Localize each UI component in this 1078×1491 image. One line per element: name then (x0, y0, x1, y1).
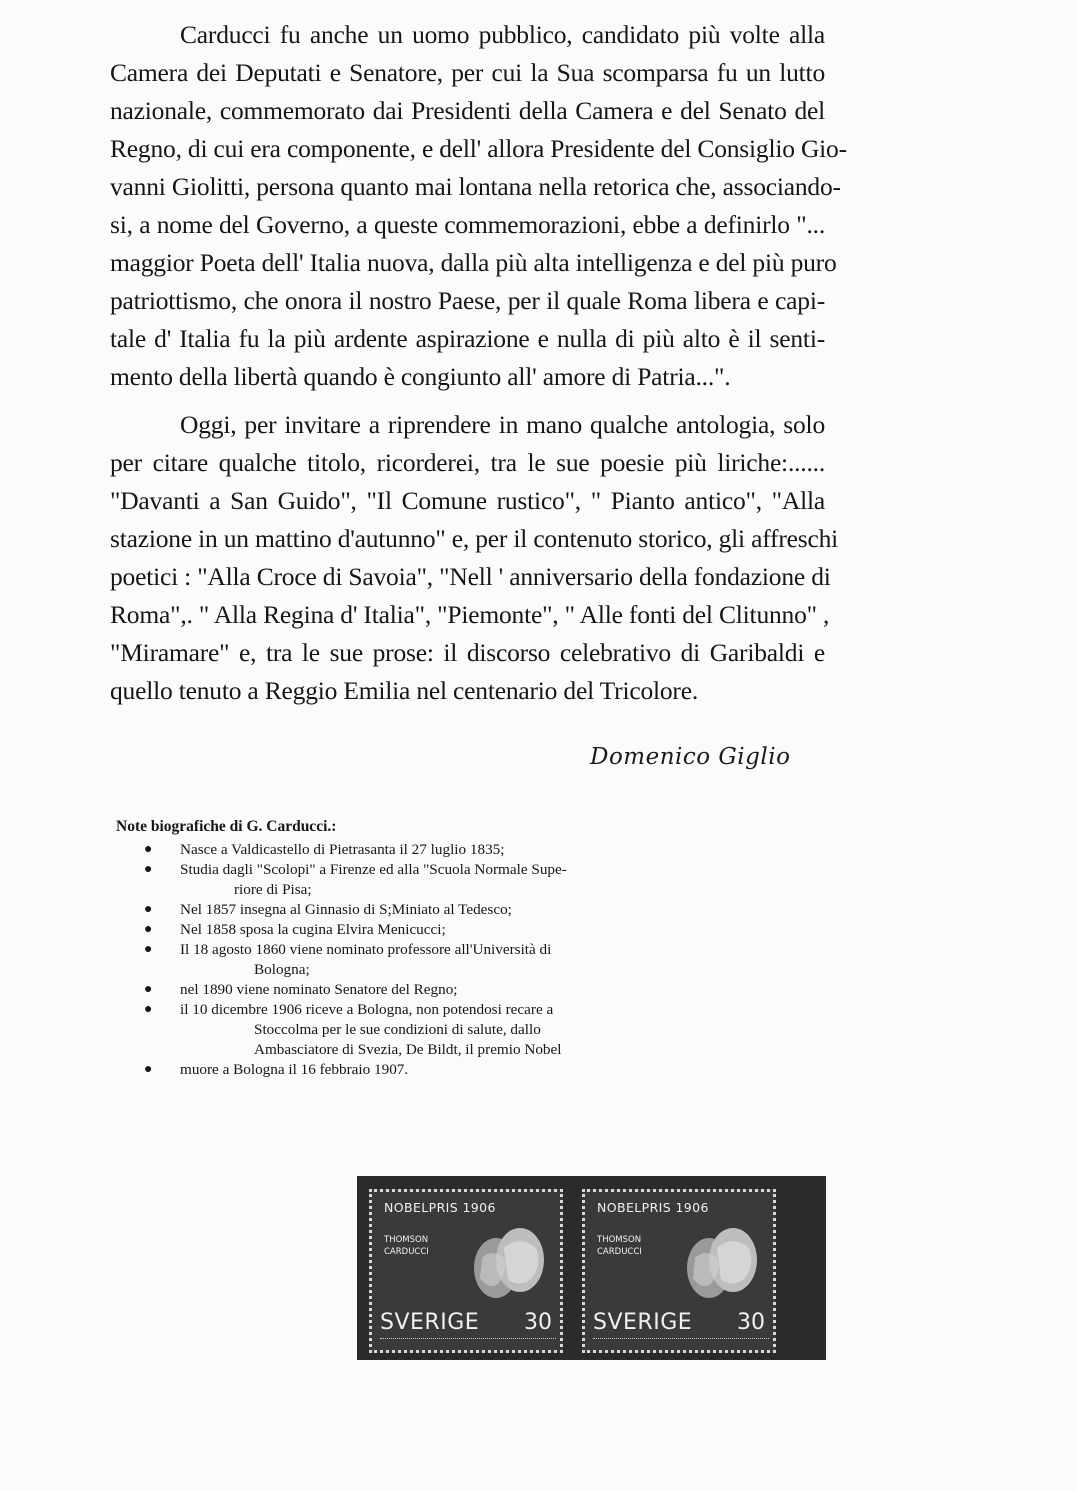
paragraph-line: "Miramare" e, tra le sue prose: il discorso celebrativo di Garibaldi e (110, 638, 825, 667)
author-signature: Domenico Giglio (590, 744, 791, 770)
stamp-fine-print (380, 1338, 556, 1341)
paragraph-line: Regno, di cui era componente, e dell' allora Presidente del Consiglio Gio- (110, 134, 847, 163)
stamp-value: 30 (737, 1310, 765, 1335)
paragraph-line: Roma",. " Alla Regina d' Italia", "Piemonte", " Alle fonti del Clitunno" , (110, 600, 830, 629)
paragraph-line: Carducci fu anche un uomo pubblico, candidato più volte alla (180, 20, 825, 49)
list-item (140, 900, 660, 920)
nobel-stamp (369, 1189, 563, 1353)
note-continuation: Bologna; (254, 961, 310, 978)
paragraph-line: Oggi, per invitare a riprendere in mano qualche antologia, solo (180, 410, 825, 439)
paragraph-line: si, a nome del Governo, a queste commemorazioni, ebbe a definirlo "... (110, 210, 825, 239)
paragraph-line: patriottismo, che onora il nostro Paese, per il quale Roma libera e capi- (110, 286, 825, 315)
list-item (140, 840, 660, 860)
note-text: Il 18 agosto 1860 viene nominato professore all'Università di (180, 941, 552, 958)
portrait-icon (454, 1218, 554, 1314)
bullet-icon: ● (144, 942, 153, 957)
note-text: Nel 1857 insegna al Ginnasio di S;Miniato al Tedesco; (180, 901, 512, 918)
note-continuation: riore di Pisa; (234, 881, 312, 898)
note-text: Nasce a Valdicastello di Pietrasanta il 27 luglio 1835; (180, 841, 505, 858)
paragraph-line: Camera dei Deputati e Senatore, per cui la Sua scomparsa fu un lutto (110, 58, 825, 87)
stamp-names (597, 1234, 642, 1258)
list-item (140, 940, 660, 980)
list-item (140, 920, 660, 940)
bullet-icon: ● (144, 982, 153, 997)
paragraph-line: maggior Poeta dell' Italia nuova, dalla più alta intelligenza e del più puro (110, 248, 837, 277)
paragraph-line: "Davanti a San Guido", "Il Comune rustico", " Pianto antico", "Alla (110, 486, 825, 515)
nobel-stamp (582, 1189, 776, 1353)
paragraph-2 (110, 406, 839, 710)
note-text: muore a Bologna il 16 febbraio 1907. (180, 1061, 409, 1078)
paragraph-line: quello tenuto a Reggio Emilia nel centenario del Tricolore. (110, 676, 699, 705)
note-text: Studia dagli "Scolopi" a Firenze ed alla "Scuola Normale Supe- (180, 861, 567, 878)
note-continuation: Stoccolma per le sue condizioni di salute, dallo Ambasciatore di Svezia, De Bildt, il premio Nobel (254, 1021, 562, 1058)
stamp-header: NOBELPRIS 1906 (597, 1200, 709, 1215)
paragraph-line: per citare qualche titolo, ricorderei, tra le sue poesie più liriche:...... (110, 448, 825, 477)
paragraph-line: mento della libertà quando è congiunto all' amore di Patria...". (110, 362, 731, 391)
stamp-header: NOBELPRIS 1906 (384, 1200, 496, 1215)
paragraph-1 (110, 16, 847, 396)
bullet-icon: ● (144, 922, 153, 937)
stamp-pair (357, 1176, 826, 1360)
notes-title: Note biografiche di G. Carducci.: (116, 818, 337, 835)
biographical-notes-list (140, 840, 660, 1080)
stamp-name: CARDUCCI (384, 1247, 429, 1257)
portrait-icon (667, 1218, 767, 1314)
stamp-country: SVERIGE (380, 1310, 480, 1335)
list-item (140, 860, 660, 900)
note-text: nel 1890 viene nominato Senatore del Regno; (180, 981, 458, 998)
stamp-names (384, 1234, 429, 1258)
note-text: il 10 dicembre 1906 riceve a Bologna, non potendosi recare a (180, 1001, 554, 1018)
paragraph-line: poetici : "Alla Croce di Savoia", "Nell ' anniversario della fondazione di (110, 562, 831, 591)
bullet-icon: ● (144, 1002, 153, 1017)
stamp-country: SVERIGE (593, 1310, 693, 1335)
list-item (140, 980, 660, 1000)
bullet-icon: ● (144, 842, 153, 857)
stamp-value: 30 (524, 1310, 552, 1335)
list-item (140, 1000, 660, 1060)
stamp-name: CARDUCCI (597, 1247, 642, 1257)
list-item (140, 1060, 660, 1080)
bullet-icon: ● (144, 862, 153, 877)
paragraph-line: stazione in un mattino d'autunno" e, per il contenuto storico, gli affreschi (110, 524, 839, 553)
bullet-icon: ● (144, 1062, 153, 1077)
paragraph-line: tale d' Italia fu la più ardente aspirazione e nulla di più alto è il senti- (110, 324, 825, 353)
paragraph-line: nazionale, commemorato dai Presidenti della Camera e del Senato del (110, 96, 825, 125)
paragraph-line: vanni Giolitti, persona quanto mai lontana nella retorica che, associando- (110, 172, 841, 201)
bullet-icon: ● (144, 902, 153, 917)
stamp-name: THOMSON (597, 1235, 642, 1245)
note-text: Nel 1858 sposa la cugina Elvira Menicucci; (180, 921, 446, 938)
stamp-name: THOMSON (384, 1235, 429, 1245)
stamp-fine-print (593, 1338, 769, 1341)
